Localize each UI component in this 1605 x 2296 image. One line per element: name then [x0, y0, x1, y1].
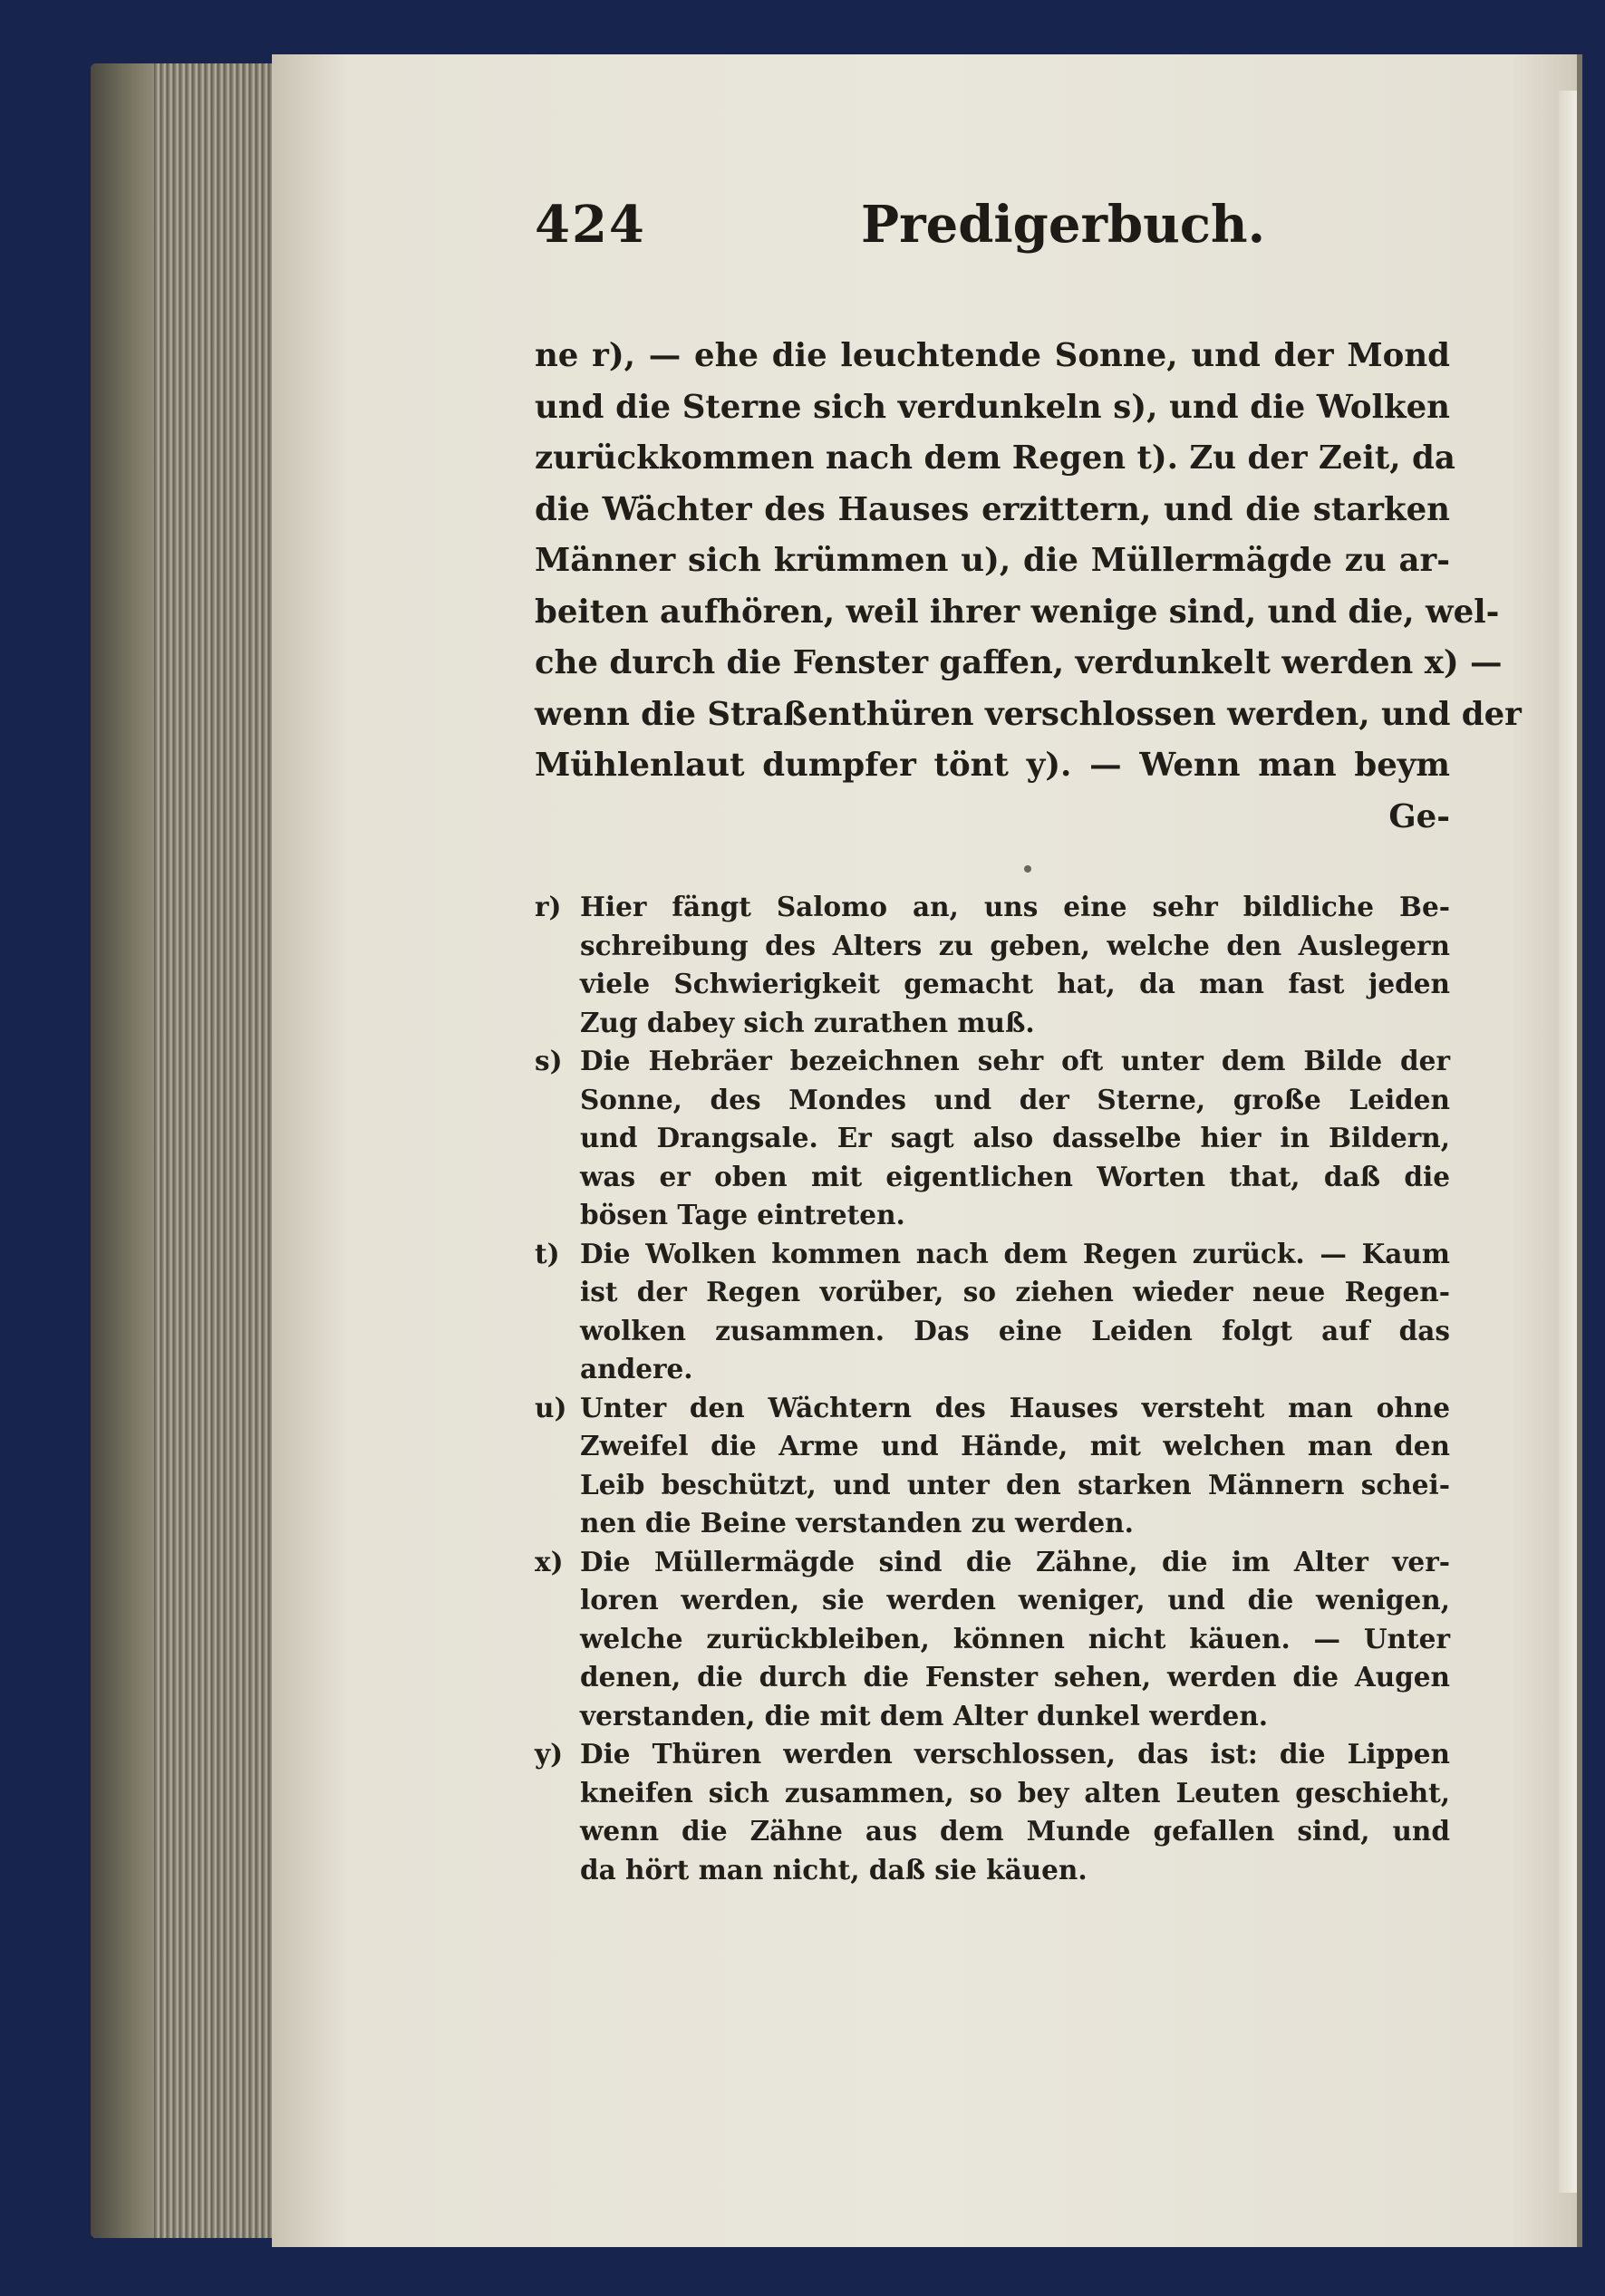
page-edges	[91, 63, 299, 2238]
footnote-line: welche zurückbleiben, können nicht käuen. — Unter	[580, 1622, 1450, 1654]
footnote-line: verstanden, die mit dem Alter dunkel werden.	[580, 1699, 1269, 1732]
text-line: ne r), — ehe die leuchtende Sonne, und der Mond	[535, 337, 1450, 374]
footnote-line: loren werden, sie werden weniger, und die wenigen,	[580, 1584, 1450, 1616]
footnote-line: Die Thüren werden verschlossen, das ist: die Lippen	[580, 1738, 1450, 1770]
text-line: Mühlenlaut dumpfer tönt y). — Wenn man beym	[535, 747, 1450, 784]
footnote-x	[535, 1543, 1450, 1736]
page-header	[535, 195, 1405, 258]
page-number: 424	[535, 195, 646, 255]
text-line: che durch die Fenster gaffen, verdunkelt werden x) —	[535, 644, 1503, 681]
footnote-marker: r)	[535, 891, 562, 922]
footnote-y	[535, 1735, 1450, 1889]
footnote-line: Hier fängt Salomo an, uns eine sehr bildliche Be-	[580, 891, 1450, 922]
footnote-line: Die Hebräer bezeichnen sehr oft unter dem Bilde der	[580, 1045, 1450, 1076]
text-line: Männer sich krümmen u), die Müllermägde zu ar-	[535, 542, 1450, 579]
divider-dot	[1024, 865, 1031, 873]
text-line: zurückkommen nach dem Regen t). Zu der Zeit, da	[535, 439, 1455, 477]
footnote-t	[535, 1235, 1450, 1389]
facing-page-edge	[1559, 91, 1577, 2193]
catchword: Ge-	[1388, 797, 1450, 835]
text-line: die Wächter des Hauses erzittern, und die starken	[535, 490, 1450, 528]
running-title: Predigerbuch.	[861, 195, 1266, 255]
main-text	[535, 331, 1522, 843]
footnote-marker: s)	[535, 1045, 563, 1076]
book-spine	[91, 63, 154, 2238]
footnote-line: kneifen sich zusammen, so bey alten Leuten geschieht,	[580, 1776, 1450, 1809]
footnote-line: wolken zusammen. Das eine Leiden folgt auf das	[580, 1314, 1450, 1346]
footnote-marker: t)	[535, 1237, 560, 1269]
footnote-line: ist der Regen vorüber, so ziehen wieder neue Regen-	[580, 1276, 1450, 1307]
text-line: beiten aufhören, weil ihrer wenige sind, und die, wel-	[535, 593, 1500, 631]
footnote-line: Zug dabey sich zurathen muß.	[580, 1006, 1035, 1038]
footnote-line: viele Schwierigkeit gemacht hat, da man fast jeden	[580, 968, 1450, 999]
footnote-line: Zweifel die Arme und Hände, mit welchen man den	[580, 1430, 1450, 1462]
footnote-marker: x)	[535, 1545, 564, 1577]
footnote-line: Die Wolken kommen nach dem Regen zurück. — Kaum	[580, 1237, 1450, 1269]
footnotes	[535, 888, 1450, 1889]
footnote-line: was er oben mit eigentlichen Worten that, daß die	[580, 1160, 1450, 1192]
footnote-s	[535, 1042, 1450, 1235]
text-line: und die Sterne sich verdunkeln s), und die Wolken	[535, 388, 1450, 426]
footnote-r	[535, 888, 1450, 1042]
footnote-line: denen, die durch die Fenster sehen, werden die Augen	[580, 1661, 1450, 1693]
book-page	[272, 54, 1577, 2247]
book	[91, 54, 1595, 2256]
footnote-line: Sonne, des Mondes und der Sterne, große Leiden	[580, 1083, 1450, 1115]
footnote-line: andere.	[580, 1353, 693, 1384]
footnote-u	[535, 1389, 1450, 1543]
footnote-line: Leib beschützt, und unter den starken Männern schei-	[580, 1468, 1450, 1500]
footnote-line: schreibung des Alters zu geben, welche den Auslegern	[580, 929, 1450, 961]
footnote-line: und Drangsale. Er sagt also dasselbe hier in Bildern,	[580, 1122, 1450, 1153]
footnote-line: nen die Beine verstanden zu werden.	[580, 1507, 1134, 1539]
footnote-marker: y)	[535, 1738, 564, 1770]
text-line: wenn die Straßenthüren verschlossen werden, und der	[535, 695, 1522, 733]
footnote-line: Die Müllermägde sind die Zähne, die im Alter ver-	[580, 1545, 1450, 1577]
footnote-line: da hört man nicht, daß sie käuen.	[580, 1853, 1088, 1886]
footnote-marker: u)	[535, 1391, 567, 1423]
footnote-line: wenn die Zähne aus dem Munde gefallen sind, und	[580, 1815, 1450, 1847]
footnote-line: Unter den Wächtern des Hauses versteht man ohne	[580, 1391, 1450, 1423]
footnote-line: bösen Tage eintreten.	[580, 1199, 905, 1230]
